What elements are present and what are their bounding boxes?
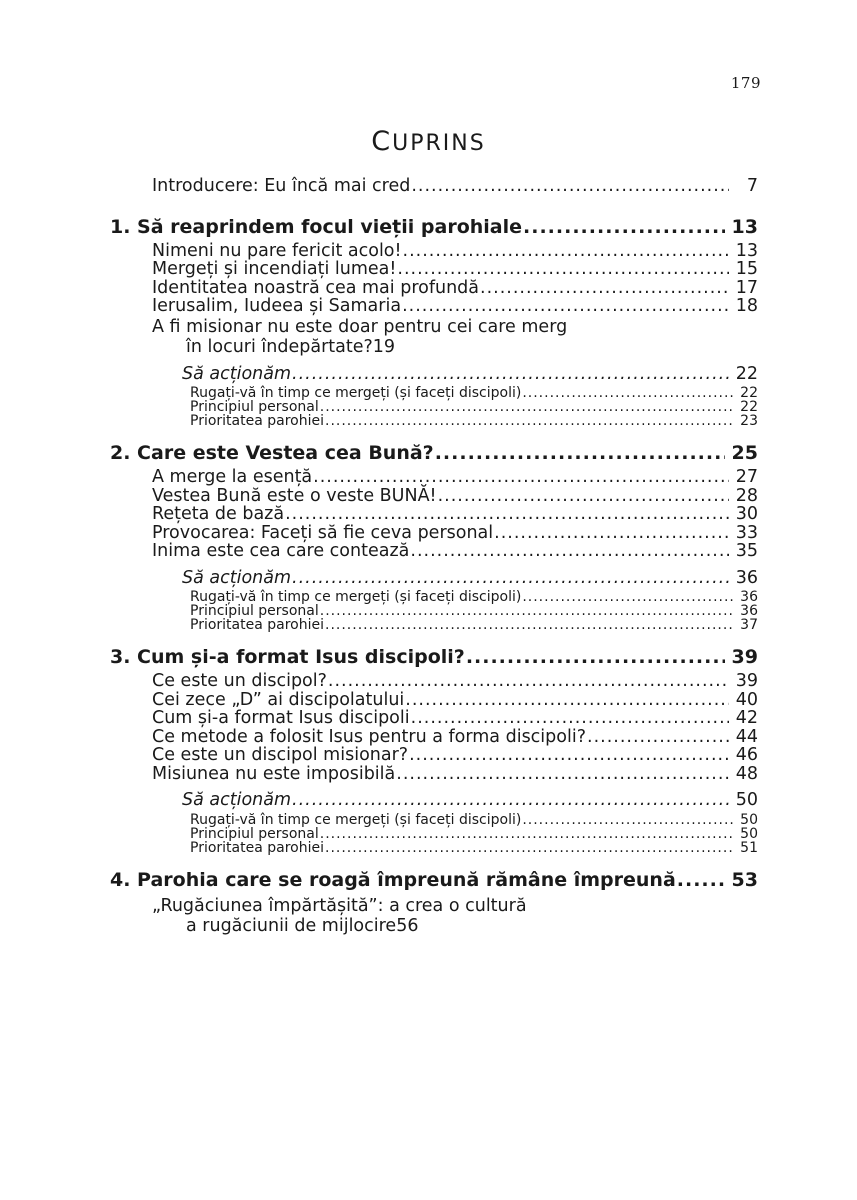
- leader-dots: [409, 747, 729, 765]
- toc-subitem[interactable]: [190, 604, 758, 618]
- toc-chapter-page: 25: [731, 442, 758, 464]
- leader-dots: [328, 673, 729, 691]
- toc-section-page: 17: [735, 277, 758, 298]
- toc-chapter-page: 53: [731, 868, 758, 891]
- leader-dots: [320, 827, 733, 841]
- leader-dots: [522, 590, 733, 604]
- leader-dots: [403, 243, 729, 261]
- toc-section-page: 56: [396, 915, 419, 936]
- toc-section[interactable]: [152, 726, 758, 747]
- toc-subitem[interactable]: [190, 414, 758, 428]
- toc-subitem-page: 22: [740, 399, 758, 415]
- toc-subitem-page: 51: [740, 839, 758, 856]
- toc-subitem[interactable]: [190, 618, 758, 632]
- toc-section-page: 42: [735, 708, 758, 728]
- toc-section-label: Identitatea noastră cea mai profundă: [152, 277, 480, 298]
- toc-section-label: Cum și-a format Isus discipoli: [152, 708, 410, 728]
- leader-dots: [325, 414, 733, 428]
- toc-section-page: 44: [735, 726, 758, 747]
- toc-section-page: 39: [735, 671, 758, 691]
- leader-dots: [325, 618, 733, 632]
- toc-subitem-label: Principiul personal: [190, 603, 319, 619]
- toc-chapter-label: 3. Cum și-a format Isus discipoli?: [110, 646, 465, 668]
- toc-action-label: Să acționăm: [182, 363, 292, 384]
- leader-dots: [466, 648, 725, 667]
- toc-section-label: Vestea Bună este o veste BUNĂ!: [152, 485, 437, 506]
- toc-section-page: 15: [735, 259, 758, 279]
- page-number: 179: [730, 74, 761, 92]
- toc-chapter-group: [110, 215, 758, 429]
- leader-dots: [480, 280, 729, 298]
- toc-section-page: 35: [735, 541, 758, 561]
- toc-section-page: 48: [735, 763, 758, 784]
- leader-dots: [292, 366, 729, 384]
- toc-section-label: Inima este cea care contează: [152, 541, 410, 561]
- toc-section-label: A merge la esență: [152, 467, 313, 487]
- toc-subitem-label: Rugați-vă în timp ce mergeți (și faceți discipoli): [190, 811, 522, 828]
- toc-chapter-2[interactable]: [110, 444, 758, 463]
- toc-subitem-page: 36: [740, 603, 758, 619]
- toc-section-label: Provocarea: Faceți să fie ceva personal: [152, 522, 494, 543]
- leader-dots: [523, 218, 725, 237]
- toc-subitem-label: Prioritatea parohiei: [190, 413, 324, 429]
- leader-dots: [292, 792, 729, 810]
- leader-dots: [411, 178, 729, 196]
- toc-chapter-label: 1. Să reaprindem focul vieții parohiale: [110, 215, 523, 238]
- toc-section-label: Ce este un discipol?: [152, 671, 327, 691]
- toc-chapter-label: 2. Care este Vestea cea Bună?: [110, 442, 434, 464]
- toc-section[interactable]: [152, 710, 758, 728]
- toc-subitem-label: Rugați-vă în timp ce mergeți (și faceți discipoli): [190, 589, 522, 605]
- leader-dots: [320, 400, 733, 414]
- leader-dots: [522, 386, 733, 400]
- page-title-initial: C: [371, 126, 393, 157]
- toc-entry-introduction[interactable]: [152, 178, 758, 196]
- toc-section[interactable]: [152, 298, 758, 316]
- leader-dots: [292, 570, 729, 588]
- toc-section[interactable]: [152, 469, 758, 487]
- toc-section-label: Ierusalim, Iudeea și Samaria: [152, 296, 402, 316]
- toc-action-page: 50: [735, 790, 758, 810]
- page-title: [0, 126, 857, 157]
- page-title-rest: UPRINS: [392, 131, 486, 156]
- leader-dots: [320, 604, 733, 618]
- toc-action-section[interactable]: [182, 363, 758, 384]
- toc-chapter-group: [110, 868, 758, 936]
- toc-subitem-page: 23: [740, 413, 758, 429]
- toc-section-page: 33: [735, 522, 758, 543]
- toc-subitem-label: Rugați-vă în timp ce mergeți (și faceți discipoli): [190, 385, 522, 401]
- toc-subitem-label: Prioritatea parohiei: [190, 617, 324, 633]
- toc-chapter-group: [110, 444, 758, 632]
- toc-entry-page: 7: [746, 176, 758, 196]
- leader-dots: [396, 766, 729, 784]
- toc-chapter-3[interactable]: [110, 648, 758, 667]
- leader-dots: [522, 813, 733, 827]
- toc-section-page: 27: [735, 467, 758, 487]
- toc-chapter-page: 13: [731, 215, 758, 238]
- leader-dots: [313, 469, 729, 487]
- toc-section[interactable]: [152, 485, 758, 506]
- toc-section-label-continued: [152, 916, 758, 936]
- toc-action-label: Să acționăm: [182, 790, 292, 810]
- toc-section[interactable]: [152, 673, 758, 691]
- toc-subitem[interactable]: [190, 590, 758, 604]
- toc-section[interactable]: [152, 240, 758, 261]
- toc-section-label: Mergeți și incendiați lumea!: [152, 259, 397, 279]
- toc-section[interactable]: [152, 317, 758, 357]
- toc-section-label: „Rugăciunea împărtășită”: a crea o cultură: [152, 895, 527, 916]
- leader-dots: [410, 543, 729, 561]
- leader-dots: [285, 506, 729, 524]
- toc-section[interactable]: [152, 543, 758, 561]
- toc-section-label: Ce este un discipol misionar?: [152, 745, 409, 765]
- toc-chapter-group: [110, 648, 758, 855]
- toc-chapter-1[interactable]: [110, 215, 758, 238]
- toc-subitem-page: 37: [740, 617, 758, 633]
- toc-section[interactable]: [152, 763, 758, 784]
- toc-section[interactable]: [152, 747, 758, 765]
- toc-subitem-label: Principiul personal: [190, 399, 319, 415]
- toc-section-page: 18: [735, 296, 758, 316]
- leader-dots: [494, 525, 729, 543]
- toc-section[interactable]: [152, 689, 758, 710]
- toc-section-label: Ce metode a folosit Isus pentru a forma discipoli?: [152, 726, 586, 747]
- toc-section-label-line2: în locuri îndepărtate?: [186, 336, 373, 357]
- toc-list: [110, 178, 758, 938]
- toc-chapter-label: 4. Parohia care se roagă împreună rămâne împreună: [110, 868, 676, 891]
- toc-section-page: 28: [735, 485, 758, 506]
- toc-chapter-page: 39: [731, 646, 758, 668]
- toc-subitem-label: Principiul personal: [190, 825, 319, 842]
- toc-subitem-page: 50: [740, 825, 758, 842]
- toc-chapter-4[interactable]: [110, 868, 758, 891]
- toc-subitem[interactable]: [190, 813, 758, 827]
- leader-dots: [405, 692, 729, 710]
- toc-section-label: Rețeta de bază: [152, 504, 285, 524]
- toc-section[interactable]: [152, 506, 758, 524]
- toc-section-page: 30: [735, 504, 758, 524]
- toc-action-label: Să acționăm: [182, 567, 292, 588]
- toc-action-section[interactable]: [182, 567, 758, 588]
- toc-action-page: 36: [735, 567, 758, 588]
- leader-dots: [402, 298, 729, 316]
- leader-dots: [411, 710, 729, 728]
- toc-action-section[interactable]: [182, 792, 758, 810]
- toc-section-page: 46: [735, 745, 758, 765]
- toc-section-label: A fi misionar nu este doar pentru cei care merg: [152, 316, 568, 337]
- toc-section-page: 19: [372, 336, 396, 357]
- leader-dots: [677, 871, 725, 890]
- leader-dots: [438, 488, 729, 506]
- leader-dots: [587, 729, 729, 747]
- toc-subitem[interactable]: [190, 841, 758, 855]
- toc-section[interactable]: [152, 896, 758, 936]
- toc-action-page: 22: [735, 363, 758, 384]
- leader-dots: [397, 261, 729, 279]
- toc-subitem-page: 50: [740, 811, 758, 828]
- toc-subitem-page: 36: [740, 589, 758, 605]
- toc-section[interactable]: [152, 261, 758, 279]
- toc-section[interactable]: [152, 522, 758, 543]
- toc-section-label: Nimeni nu pare fericit acolo!: [152, 240, 402, 261]
- toc-subitem-label: Prioritatea parohiei: [190, 839, 324, 856]
- toc-subitem[interactable]: [190, 827, 758, 841]
- toc-section-page: 40: [735, 689, 758, 710]
- toc-section-label-continued: [152, 337, 758, 357]
- toc-subitem-page: 22: [740, 385, 758, 401]
- leader-dots: [325, 841, 733, 855]
- leader-dots: [435, 444, 725, 463]
- toc-section-page: 13: [735, 240, 758, 261]
- toc-section-label: Cei zece „D” ai discipolatului: [152, 689, 405, 710]
- toc-section-label-line2: a rugăciunii de mijlocire: [186, 915, 397, 936]
- toc-subitem[interactable]: [190, 400, 758, 414]
- toc-entry-label: Introducere: Eu încă mai cred: [152, 176, 411, 196]
- toc-section[interactable]: [152, 277, 758, 298]
- toc-subitem[interactable]: [190, 386, 758, 400]
- toc-section-label: Misiunea nu este imposibilă: [152, 763, 396, 784]
